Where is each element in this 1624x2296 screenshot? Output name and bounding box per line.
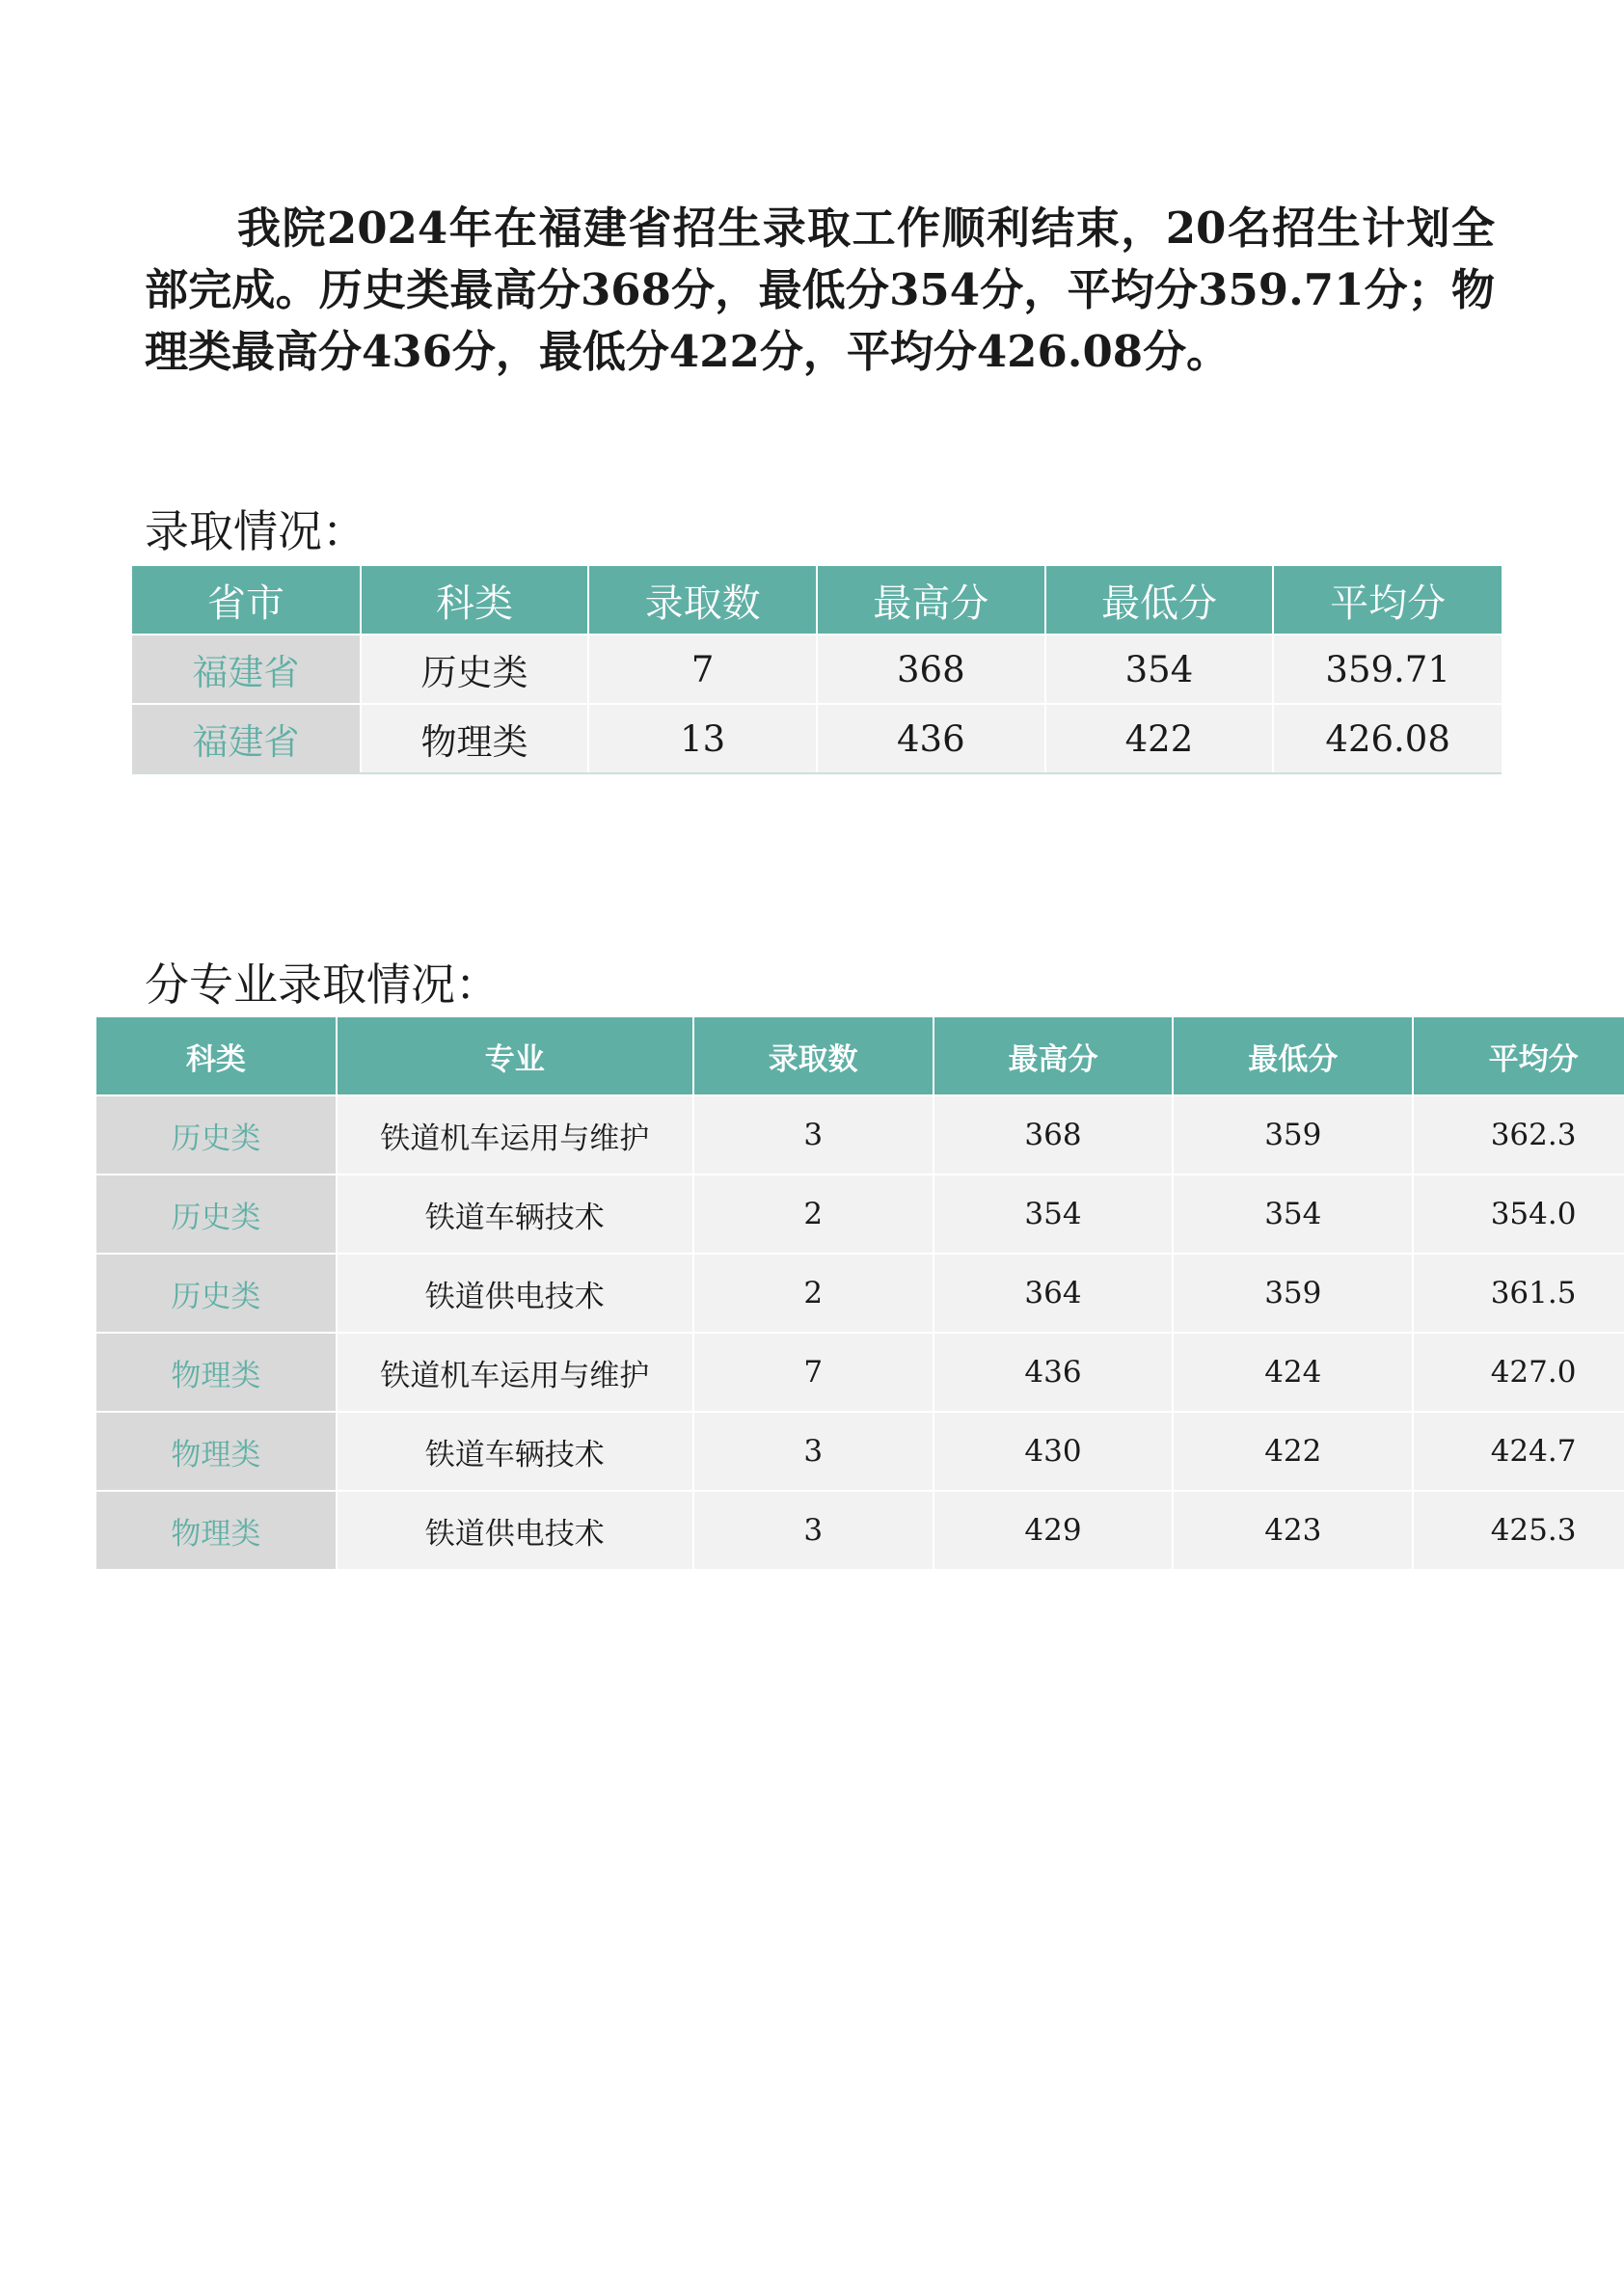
province-cell: 福建省 — [132, 704, 361, 773]
table-row — [132, 704, 1502, 773]
header-cell: 科类 — [361, 566, 589, 635]
category-cell: 物理类 — [96, 1412, 337, 1491]
table-header-row — [132, 566, 1502, 635]
avg-score-cell: 359.71 — [1273, 635, 1502, 704]
admission-summary-title: 录取情况： — [145, 505, 366, 557]
min-score-cell: 354 — [1045, 635, 1274, 704]
category-cell: 历史类 — [361, 635, 589, 704]
min-score-cell: 422 — [1173, 1412, 1413, 1491]
category-cell: 物理类 — [361, 704, 589, 773]
major-cell: 铁道车辆技术 — [337, 1412, 693, 1491]
max-score-cell: 364 — [934, 1254, 1174, 1333]
max-score-cell: 436 — [817, 704, 1045, 773]
category-cell: 历史类 — [96, 1095, 337, 1175]
avg-score-cell: 354.0 — [1413, 1175, 1624, 1254]
category-cell: 历史类 — [96, 1254, 337, 1333]
table-row — [132, 635, 1502, 704]
admitted-count-cell: 13 — [588, 704, 817, 773]
admitted-count-cell: 2 — [693, 1254, 934, 1333]
min-score-cell: 424 — [1173, 1333, 1413, 1412]
category-cell: 历史类 — [96, 1175, 337, 1254]
header-cell: 专业 — [337, 1017, 693, 1095]
admitted-count-cell: 3 — [693, 1095, 934, 1175]
table-row — [96, 1254, 1624, 1333]
header-cell: 录取数 — [588, 566, 817, 635]
max-score-cell: 368 — [934, 1095, 1174, 1175]
header-cell: 最高分 — [817, 566, 1045, 635]
admitted-count-cell: 7 — [693, 1333, 934, 1412]
min-score-cell: 423 — [1173, 1491, 1413, 1569]
header-cell: 最低分 — [1045, 566, 1274, 635]
min-score-cell: 354 — [1173, 1175, 1413, 1254]
major-cell: 铁道车辆技术 — [337, 1175, 693, 1254]
major-cell: 铁道机车运用与维护 — [337, 1333, 693, 1412]
major-admission-title: 分专业录取情况： — [145, 959, 500, 1011]
avg-score-cell: 424.7 — [1413, 1412, 1624, 1491]
intro-paragraph: 我院2024年在福建省招生录取工作顺利结束，20名招生计划全部完成。历史类最高分368分，最低分354分，平均分359.71分；物理类最高分436分，最低分422分，平均分426.08分。 — [145, 203, 1495, 377]
max-score-cell: 368 — [817, 635, 1045, 704]
header-cell: 平均分 — [1273, 566, 1502, 635]
min-score-cell: 359 — [1173, 1095, 1413, 1175]
avg-score-cell: 427.0 — [1413, 1333, 1624, 1412]
major-cell: 铁道机车运用与维护 — [337, 1095, 693, 1175]
max-score-cell: 430 — [934, 1412, 1174, 1491]
table-row — [96, 1175, 1624, 1254]
header-cell: 平均分 — [1413, 1017, 1624, 1095]
header-cell: 最低分 — [1173, 1017, 1413, 1095]
avg-score-cell: 362.3 — [1413, 1095, 1624, 1175]
table-row — [96, 1095, 1624, 1175]
admission-summary-table — [132, 566, 1502, 774]
admitted-count-cell: 3 — [693, 1412, 934, 1491]
min-score-cell: 359 — [1173, 1254, 1413, 1333]
major-cell: 铁道供电技术 — [337, 1491, 693, 1569]
header-cell: 省市 — [132, 566, 361, 635]
min-score-cell: 422 — [1045, 704, 1274, 773]
max-score-cell: 429 — [934, 1491, 1174, 1569]
major-admission-table — [96, 1017, 1624, 1569]
header-cell: 最高分 — [934, 1017, 1174, 1095]
province-cell: 福建省 — [132, 635, 361, 704]
table-row — [96, 1491, 1624, 1569]
admitted-count-cell: 3 — [693, 1491, 934, 1569]
table-row — [96, 1412, 1624, 1491]
avg-score-cell: 361.5 — [1413, 1254, 1624, 1333]
admitted-count-cell: 2 — [693, 1175, 934, 1254]
max-score-cell: 436 — [934, 1333, 1174, 1412]
category-cell: 物理类 — [96, 1491, 337, 1569]
category-cell: 物理类 — [96, 1333, 337, 1412]
admitted-count-cell: 7 — [588, 635, 817, 704]
header-cell: 录取数 — [693, 1017, 934, 1095]
avg-score-cell: 426.08 — [1273, 704, 1502, 773]
table-row — [96, 1333, 1624, 1412]
major-cell: 铁道供电技术 — [337, 1254, 693, 1333]
avg-score-cell: 425.3 — [1413, 1491, 1624, 1569]
table-header-row — [96, 1017, 1624, 1095]
max-score-cell: 354 — [934, 1175, 1174, 1254]
header-cell: 科类 — [96, 1017, 337, 1095]
